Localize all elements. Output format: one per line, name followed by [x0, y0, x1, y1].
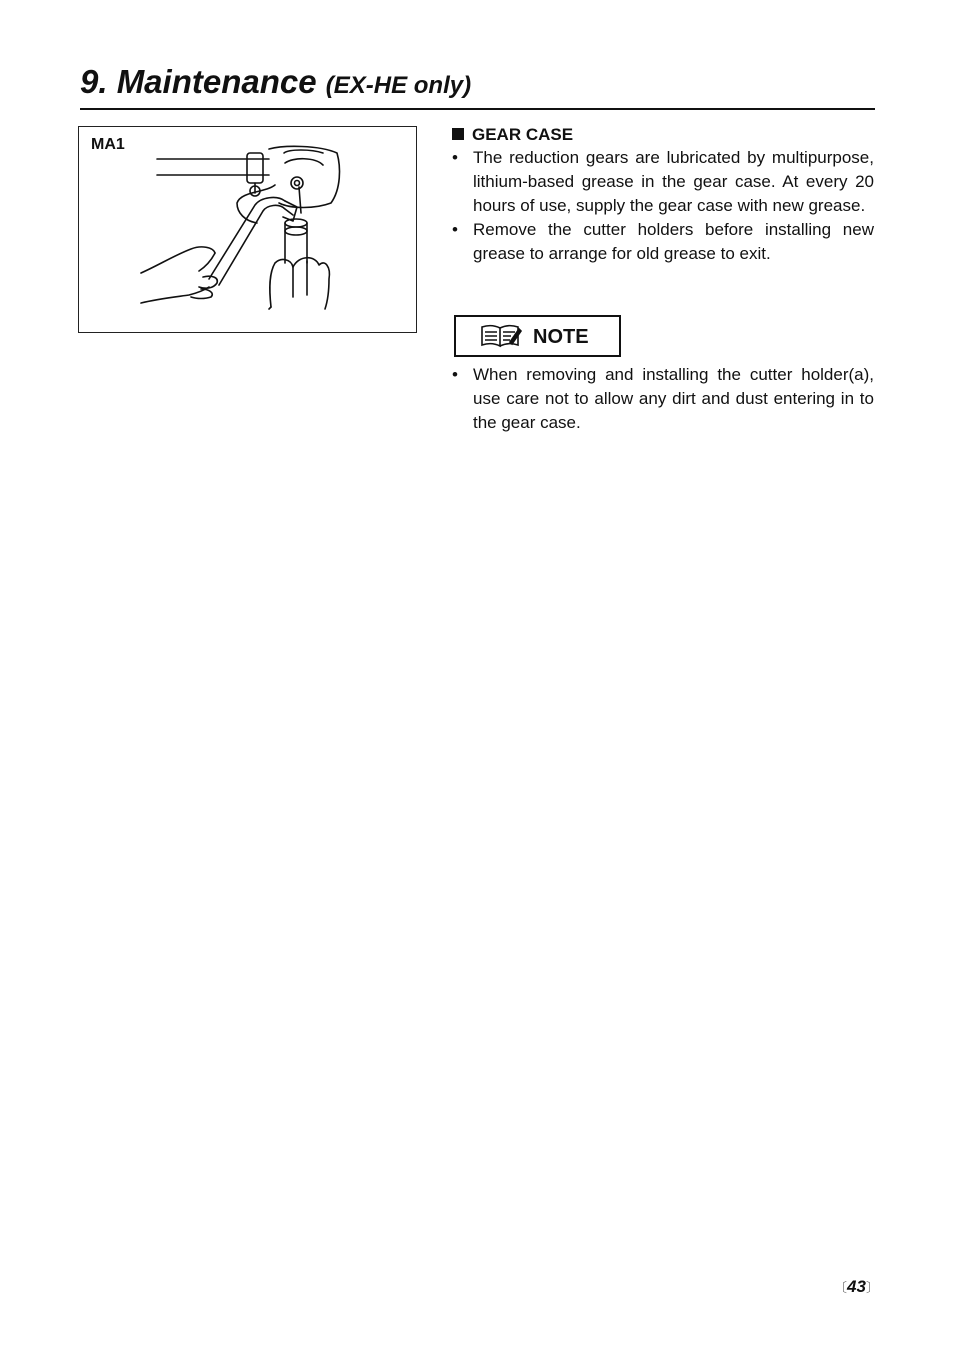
page-bracket-close: 〕 [865, 1280, 879, 1295]
section-heading-text: GEAR CASE [472, 125, 574, 144]
bullet-dot: • [452, 220, 458, 239]
page-number-value: 43 [847, 1277, 866, 1296]
page-bracket-open: 〔 [834, 1280, 848, 1295]
page-number [834, 1277, 879, 1297]
gear-case-bullet-list [452, 146, 874, 266]
list-item [452, 218, 874, 266]
note-box [454, 315, 621, 357]
bullet-dot: • [452, 148, 458, 167]
gear-case-wrench-illustration [79, 127, 418, 334]
note-book-icon [480, 324, 522, 348]
figure-box [78, 126, 417, 333]
title-subtitle: (EX-HE only) [325, 72, 472, 99]
section-heading [452, 124, 573, 146]
figure-label: MA1 [91, 136, 125, 153]
bullet-dot: • [452, 365, 458, 384]
note-label: NOTE [533, 326, 589, 348]
note-bullet-list [452, 363, 874, 435]
list-item [452, 363, 874, 435]
list-item-text: When removing and installing the cutter holder(a), use care not to allow any dirt and dust entering in to the gear case. [473, 365, 874, 432]
square-bullet-icon [452, 128, 464, 140]
list-item [452, 146, 874, 218]
title-main: 9. Maintenance [80, 63, 317, 100]
page-title [80, 62, 875, 110]
list-item-text: The reduction gears are lubricated by multipurpose, lithium-based grease in the gear case. At every 20 hours of use, supply the gear case with new grease. [473, 148, 874, 215]
list-item-text: Remove the cutter holders before installing new grease to arrange for old grease to exit. [473, 220, 874, 263]
